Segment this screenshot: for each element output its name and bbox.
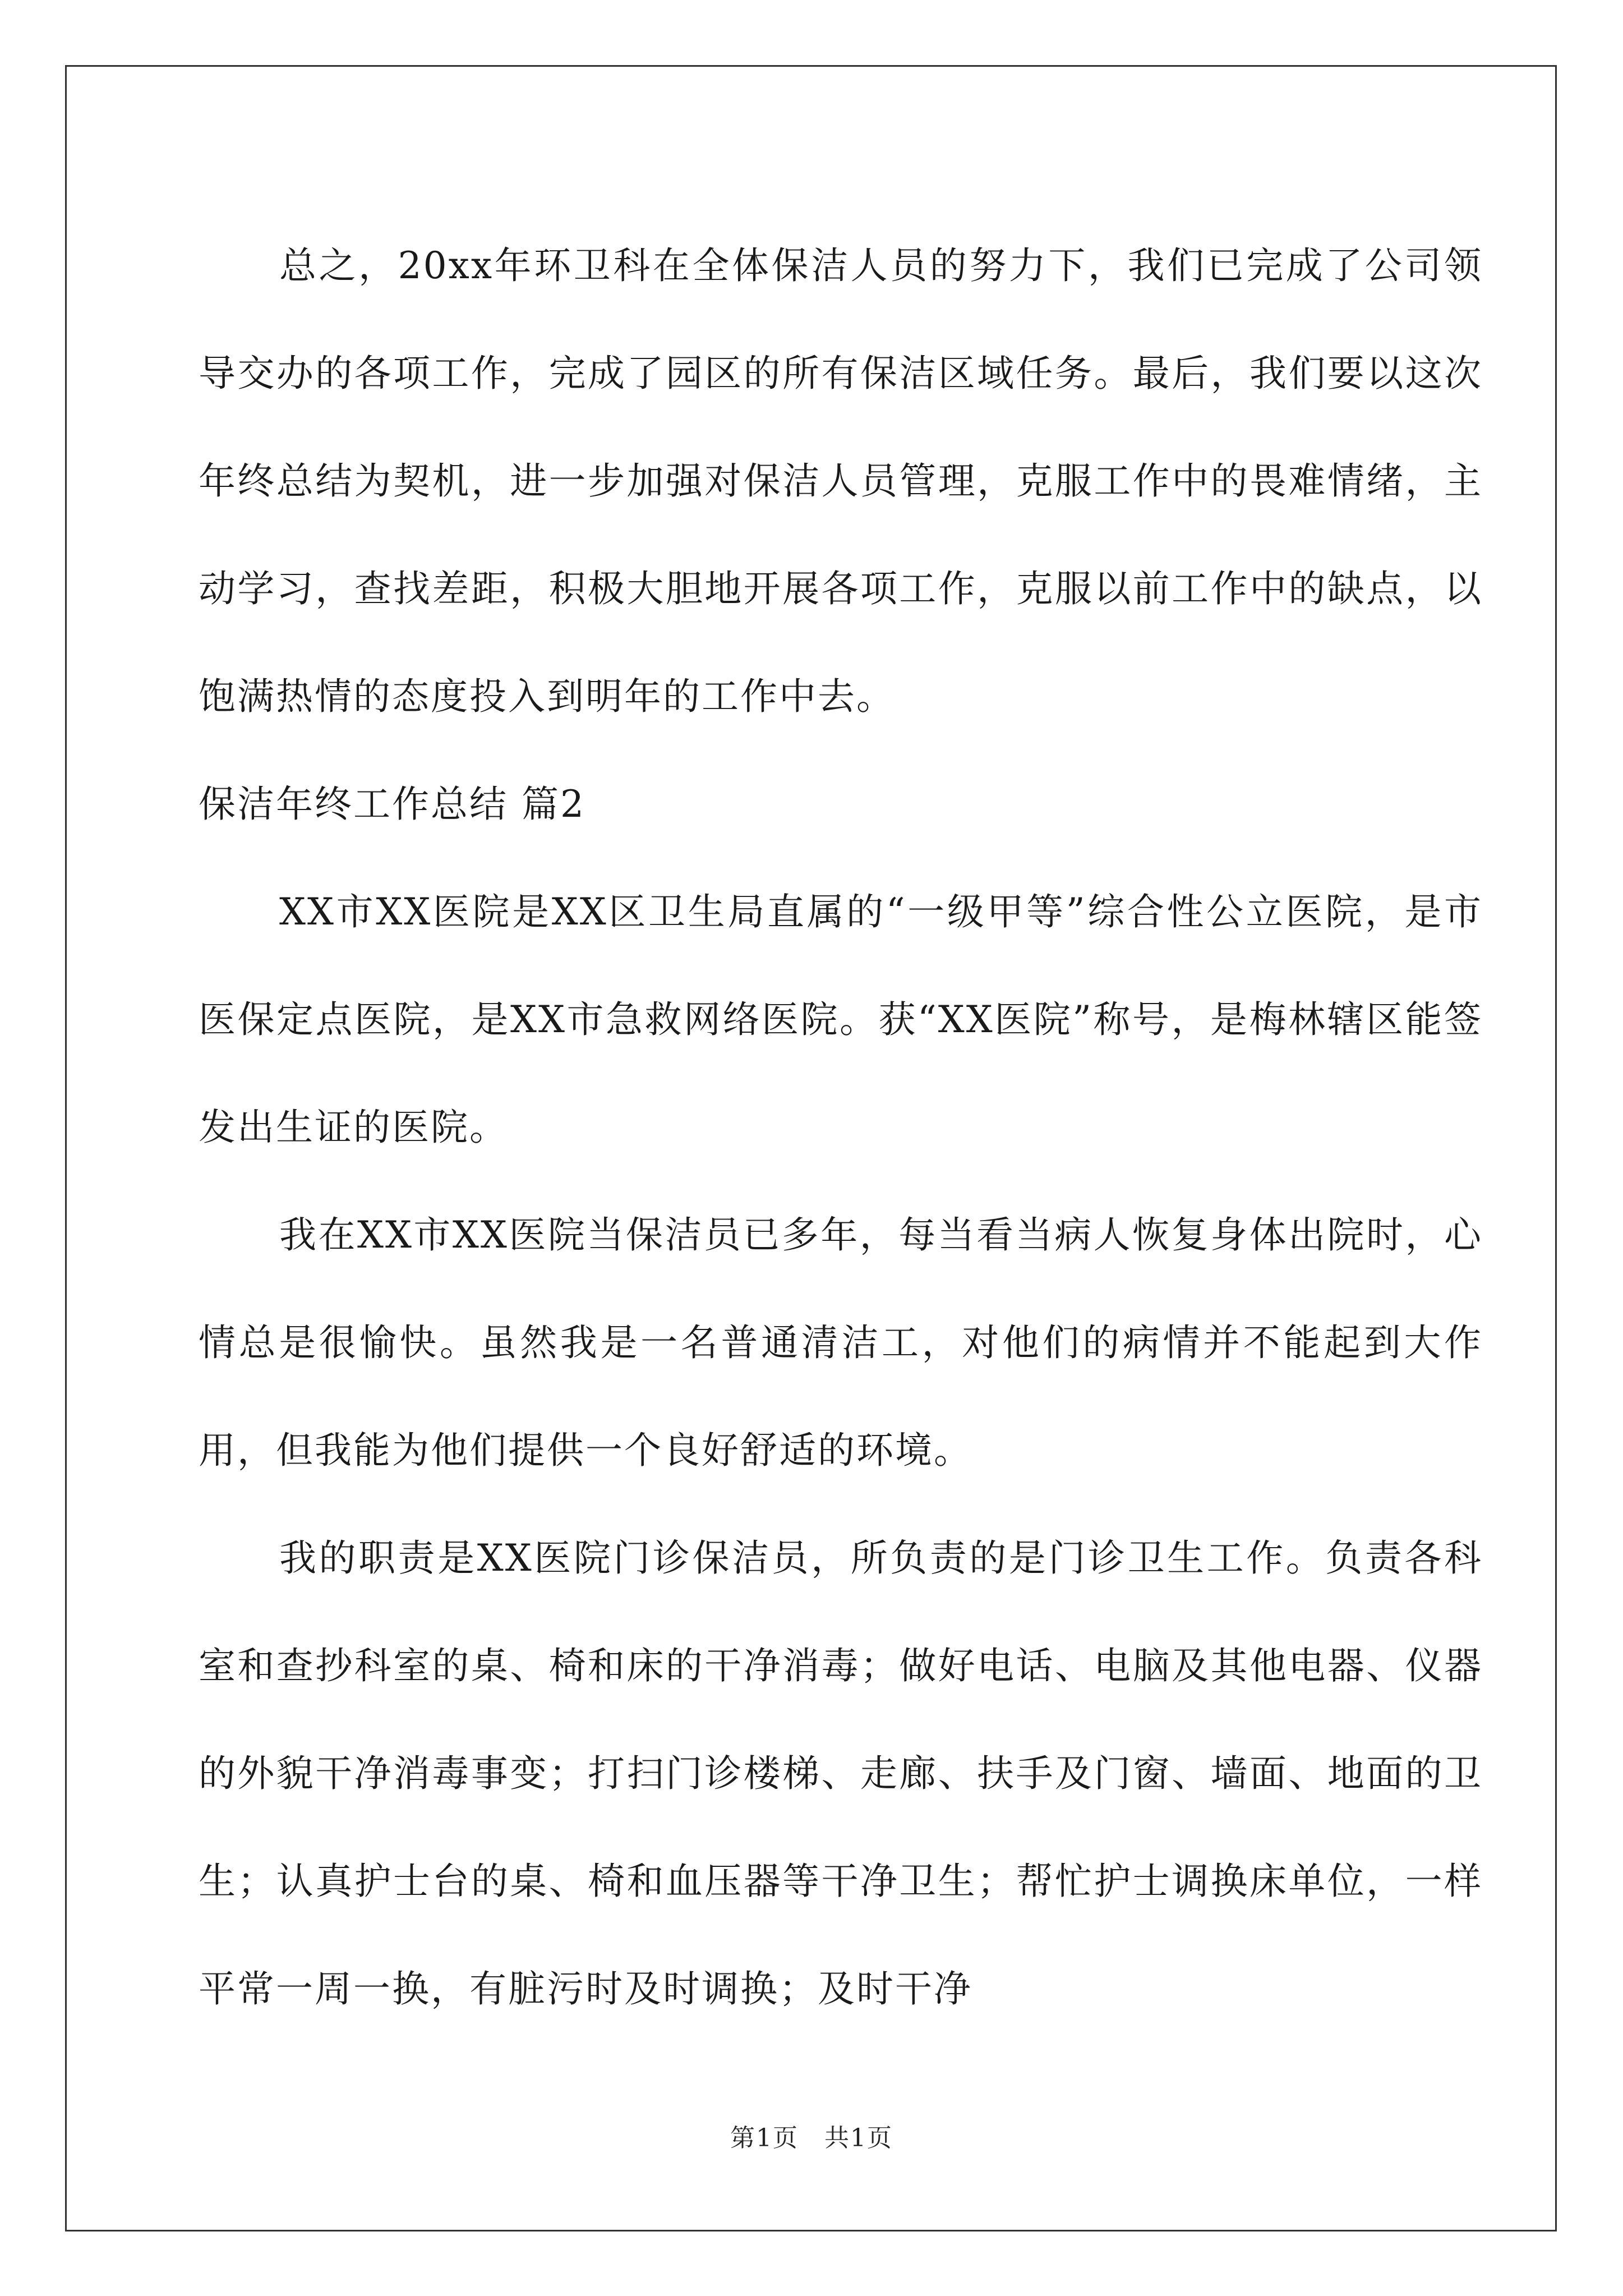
page-footer: 第1页 共1页 [730,2124,893,2152]
paragraph-duties: 我的职责是XX医院门诊保洁员，所负责的是门诊卫生工作。负责各科室和查抄科室的桌、椅和床的干净消毒；做好电话、电脑及其他电器、仪器的外貌干净消毒事变；打扫门诊楼梯、走廊、扶手及门窗、墙面、地面的卫生；认真护士台的桌、椅和血压器等干净卫生；帮忙护士调换床单位，一样平常一周一换，有脏污时及时调换；及时干净 [199,1536,1483,2010]
paragraph-hospital-intro: XX市XX医院是XX区卫生局直属的“一级甲等”综合性公立医院，是市医保定点医院，是XX市急救网络医院。获“XX医院”称号，是梅林辖区能签发出生证的医院。 [199,890,1483,1149]
section-heading: 保洁年终工作总结 篇2 [199,783,585,826]
document-body [199,212,1483,2043]
paragraph-summary: 总之，20xx年环卫科在全体保洁人员的努力下，我们已完成了公司领导交办的各项工作，完成了园区的所有保洁区域任务。最后，我们要以这次年终总结为契机，进一步加强对保洁人员管理，克服工作中的畏难情绪，主动学习，查找差距，积极大胆地开展各项工作，克服以前工作中的缺点，以饱满热情的态度投入到明年的工作中去。 [199,244,1483,718]
paragraph-personal-experience: 我在XX市XX医院当保洁员已多年，每当看当病人恢复身体出院时，心情总是很愉快。虽然我是一名普通清洁工，对他们的病情并不能起到大作用，但我能为他们提供一个良好舒适的环境。 [199,1213,1483,1472]
